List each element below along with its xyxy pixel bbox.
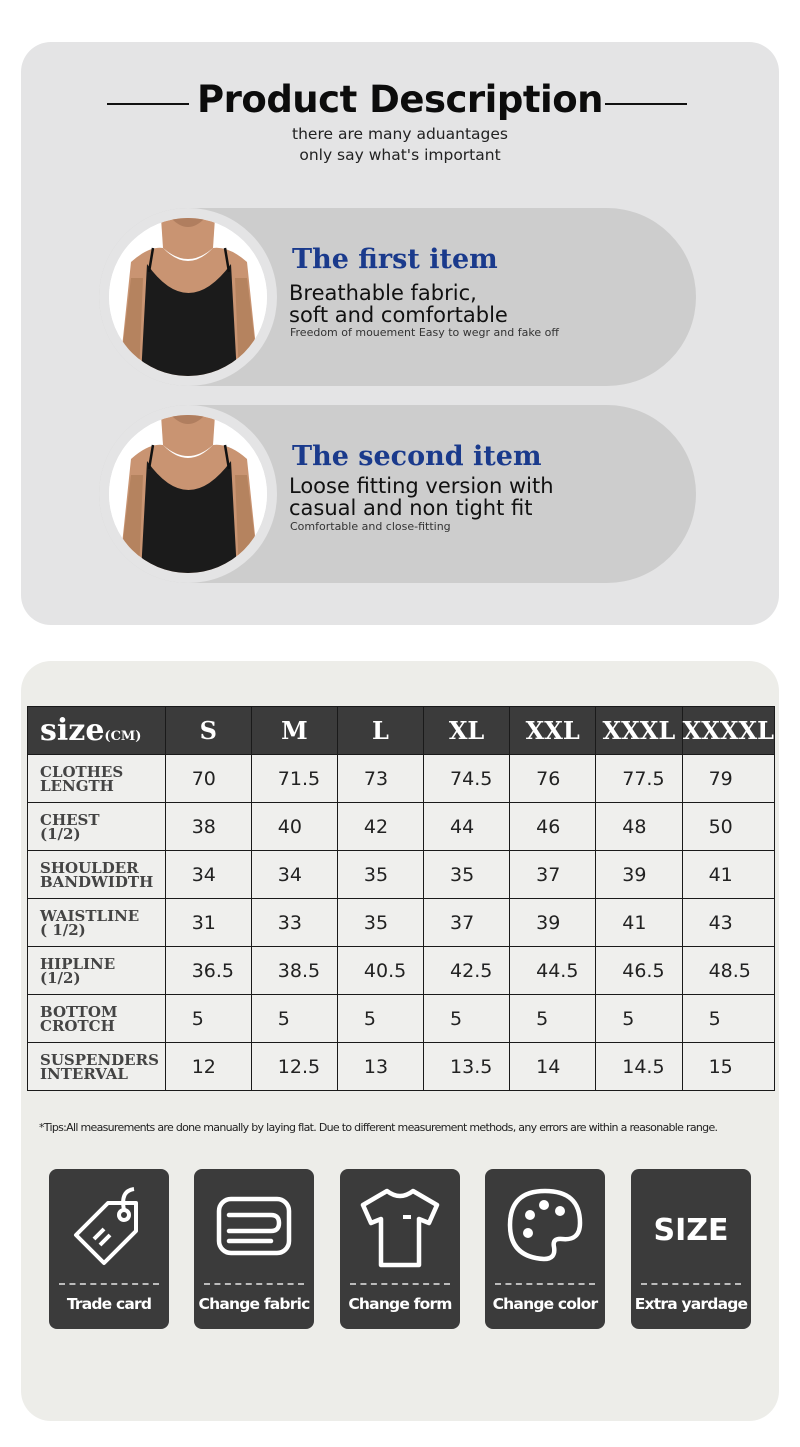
table-cell: 5 — [337, 995, 423, 1043]
row-label: CHEST (1/2) — [28, 803, 166, 851]
fabric-icon — [209, 1181, 299, 1271]
badge-divider — [495, 1283, 595, 1285]
item-desc-line-2: soft and comfortable — [289, 303, 508, 327]
table-cell: 48 — [596, 803, 682, 851]
item-caption: Freedom of mouement Easy to wegr and fake off — [290, 326, 559, 339]
table-cell: 12 — [165, 1043, 251, 1091]
item-desc-line-1: Loose fitting version with — [289, 474, 554, 498]
measurement-tips: *Tips:All measurements are done manually by laying flat. Due to different measurement methods, any errors are within a reasonable range. — [39, 1121, 718, 1134]
table-row — [28, 947, 775, 995]
row-label: SHOULDER BANDWIDTH — [28, 851, 166, 899]
badge-label: Trade card — [66, 1295, 152, 1313]
table-cell: 5 — [596, 995, 682, 1043]
tag-icon — [64, 1181, 154, 1271]
table-cell: 50 — [682, 803, 774, 851]
table-cell: 77.5 — [596, 755, 682, 803]
tshirt-icon — [355, 1181, 445, 1271]
model-tank-top-image — [109, 218, 267, 376]
badge-divider — [204, 1283, 304, 1285]
product-description-panel — [21, 42, 779, 625]
table-cell: 13 — [337, 1043, 423, 1091]
photo-frame — [99, 405, 277, 583]
size-table — [27, 706, 775, 1091]
table-cell: 79 — [682, 755, 774, 803]
table-cell: 38 — [165, 803, 251, 851]
badge-change-color — [485, 1169, 605, 1329]
badge-label: Change fabric — [198, 1295, 310, 1313]
model-photo-2 — [109, 415, 267, 573]
size-column-header: L — [337, 707, 423, 755]
item-title: The first item — [292, 244, 498, 275]
table-cell: 39 — [510, 899, 596, 947]
table-cell: 41 — [596, 899, 682, 947]
table-cell: 40.5 — [337, 947, 423, 995]
row-label: SUSPENDERS INTERVAL — [28, 1043, 166, 1091]
badge-divider — [641, 1283, 741, 1285]
table-row — [28, 803, 775, 851]
badge-label: Change color — [492, 1295, 598, 1313]
table-cell: 35 — [424, 851, 510, 899]
table-cell: 12.5 — [251, 1043, 337, 1091]
table-cell: 70 — [165, 755, 251, 803]
size-chart-panel — [21, 661, 779, 1421]
table-cell: 34 — [251, 851, 337, 899]
table-cell: 37 — [424, 899, 510, 947]
table-cell: 37 — [510, 851, 596, 899]
title-divider-right — [605, 103, 687, 105]
badge-trade-card — [49, 1169, 169, 1329]
table-cell: 39 — [596, 851, 682, 899]
table-cell: 44 — [424, 803, 510, 851]
badge-label: Change form — [348, 1295, 452, 1313]
badge-change-fabric — [194, 1169, 314, 1329]
table-cell: 31 — [165, 899, 251, 947]
table-cell: 43 — [682, 899, 774, 947]
table-cell: 71.5 — [251, 755, 337, 803]
table-cell: 42 — [337, 803, 423, 851]
table-cell: 5 — [510, 995, 596, 1043]
row-label: CLOTHES LENGTH — [28, 755, 166, 803]
size-column-header: XXL — [510, 707, 596, 755]
size-header-label: size — [40, 713, 105, 748]
row-label: WAISTLINE ( 1/2) — [28, 899, 166, 947]
table-cell: 41 — [682, 851, 774, 899]
size-column-header: XXXXL — [682, 707, 774, 755]
size-column-header: XXXL — [596, 707, 682, 755]
item-desc-line-2: casual and non tight fit — [289, 496, 533, 520]
palette-icon — [500, 1181, 590, 1271]
model-photo-1 — [109, 218, 267, 376]
table-cell: 5 — [251, 995, 337, 1043]
size-table-header-row — [28, 707, 775, 755]
row-label: HIPLINE (1/2) — [28, 947, 166, 995]
table-cell: 14.5 — [596, 1043, 682, 1091]
feature-card-1 — [99, 208, 696, 386]
size-header-cell — [28, 707, 166, 755]
table-cell: 46 — [510, 803, 596, 851]
table-row — [28, 755, 775, 803]
size-column-header: XL — [424, 707, 510, 755]
table-cell: 14 — [510, 1043, 596, 1091]
table-cell: 73 — [337, 755, 423, 803]
table-cell: 76 — [510, 755, 596, 803]
item-desc-line-1: Breathable fabric, — [289, 281, 477, 305]
table-cell: 13.5 — [424, 1043, 510, 1091]
subtitle-line-1: there are many aduantages — [292, 125, 508, 143]
table-cell: 42.5 — [424, 947, 510, 995]
feature-card-2 — [99, 405, 696, 583]
table-cell: 74.5 — [424, 755, 510, 803]
subtitle-line-2: only say what's important — [299, 146, 501, 164]
table-cell: 5 — [682, 995, 774, 1043]
photo-frame — [99, 208, 277, 386]
table-cell: 5 — [165, 995, 251, 1043]
row-label: BOTTOM CROTCH — [28, 995, 166, 1043]
table-cell: 34 — [165, 851, 251, 899]
badge-divider — [350, 1283, 450, 1285]
badge-divider — [59, 1283, 159, 1285]
badge-extra-yardage — [631, 1169, 751, 1329]
table-cell: 40 — [251, 803, 337, 851]
table-cell: 5 — [424, 995, 510, 1043]
table-row — [28, 995, 775, 1043]
table-cell: 33 — [251, 899, 337, 947]
model-tank-top-image — [109, 415, 267, 573]
size-icon: SIZE — [653, 1213, 729, 1248]
table-row — [28, 1043, 775, 1091]
size-header-unit: (CM) — [104, 729, 142, 744]
badge-change-form — [340, 1169, 460, 1329]
item-title: The second item — [292, 441, 542, 472]
table-cell: 44.5 — [510, 947, 596, 995]
table-cell: 38.5 — [251, 947, 337, 995]
page-title: Product Description — [197, 78, 603, 121]
table-cell: 48.5 — [682, 947, 774, 995]
item-caption: Comfortable and close-fitting — [290, 520, 451, 533]
table-cell: 46.5 — [596, 947, 682, 995]
table-row — [28, 851, 775, 899]
table-row — [28, 899, 775, 947]
table-cell: 15 — [682, 1043, 774, 1091]
table-cell: 35 — [337, 851, 423, 899]
badge-label: Extra yardage — [634, 1295, 748, 1313]
size-column-header: M — [251, 707, 337, 755]
table-cell: 35 — [337, 899, 423, 947]
table-cell: 36.5 — [165, 947, 251, 995]
size-column-header: S — [165, 707, 251, 755]
